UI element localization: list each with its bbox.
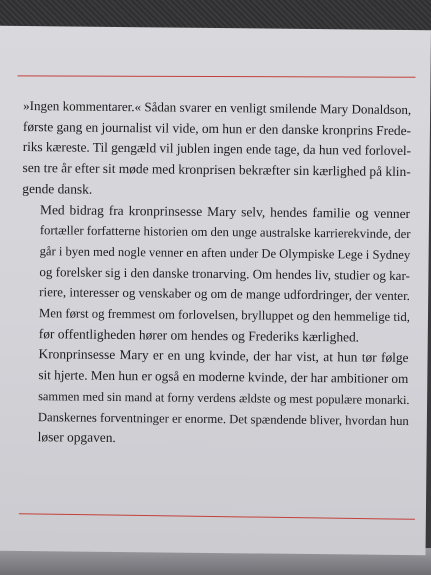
paragraph-1	[22, 96, 411, 204]
text-line: og forelsker sig i den danske tronarving. Om hendes liv, studier og kar-	[39, 263, 410, 283]
text-line: sit hjerte. Men hun er også en moderne kvinde, der har ambitioner om	[38, 367, 409, 387]
text-line: Danskernes forventninger er enorme. Det spændende bliver, hvordan hun	[37, 409, 409, 428]
text-line: sammen med sin mand at forny verdens ældste og mest populære monarki.	[38, 389, 410, 407]
text-line: gende dansk.	[22, 180, 93, 197]
paragraph-2	[21, 200, 410, 349]
text-line: sen tre år efter sit møde med kronprisen bekræfter sin kærlighed på klin-	[22, 160, 411, 180]
text-line: »Ingen kommentarer.« Sådan svarer en venligt smilende Mary Donaldson,	[23, 97, 412, 118]
text-line: Kronprinsesse Mary er en ung kvinde, der har vist, at hun tør følge	[38, 346, 409, 366]
text-line: første gang en journalist vil vide, om hun er den danske kronprins Frede-	[22, 118, 412, 138]
blurb-text	[20, 96, 412, 452]
text-line: fortæller forfatterne historien om den unge australske karrierekvinde, der	[39, 223, 411, 242]
text-line: riks kæreste. Til gengæld vil jublen ingen ende tage, da hun ved forlovel-	[22, 139, 412, 159]
text-line: går i byen med nogle venner en aften under De Olympiske Lege i Sydney	[39, 244, 411, 262]
text-line: Men først og fremmest om forlovelsen, brylluppet og den hemmelige tid,	[38, 306, 410, 325]
text-line: riere, interesser og venskaber og om de mange udfordringer, der venter.	[39, 284, 411, 304]
bottom-red-rule	[19, 513, 415, 520]
text-line: Med bidrag fra kronprinsesse Mary selv, hendes familie og venner	[40, 201, 411, 221]
book-back-cover	[0, 26, 431, 555]
text-line: løser opgaven.	[37, 429, 116, 446]
text-line: før offentligheden hører om hendes og Frederiks kærlighed.	[38, 325, 360, 345]
paragraph-3	[20, 344, 409, 452]
top-red-rule	[17, 75, 415, 77]
